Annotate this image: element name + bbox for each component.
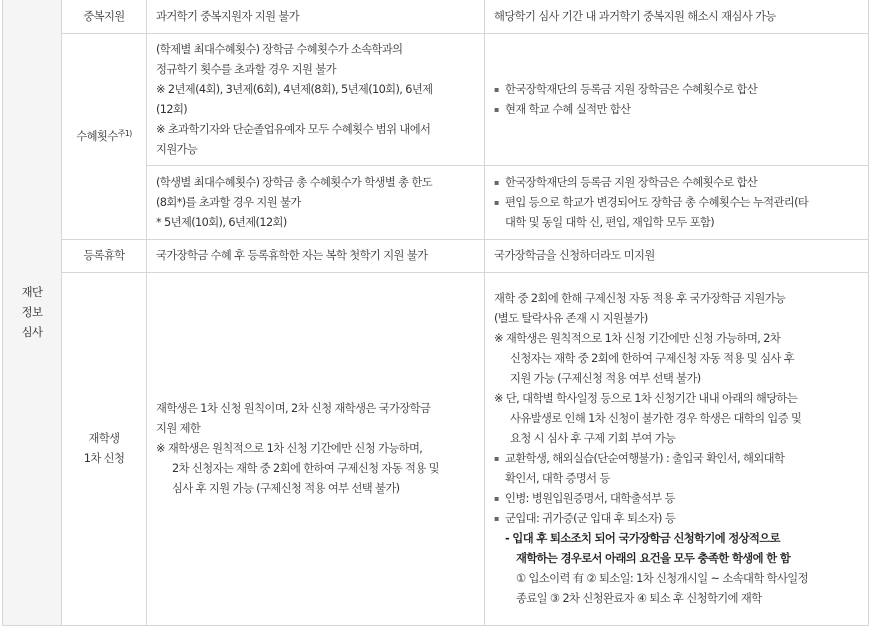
category-label-1: 재단 <box>21 285 43 299</box>
note-condition-line: 종료일 ③ 2차 신청완료자 ④ 퇴소 후 신청학기에 재학 <box>516 592 762 605</box>
criteria-line: ※ 2년제(4회), 3년제(6회), 4년제(8회), 5년제(10회), 6년제 <box>156 82 433 96</box>
criteria-note-line: 심사 후 지원 가능 (구제신청 적용 여부 선택 불가) <box>172 482 400 495</box>
criteria-line: ※ 초과학기자와 단순졸업유예자 모두 수혜횟수 범위 내에서 <box>156 122 431 136</box>
row-label-leave: 등록휴학 <box>62 240 147 273</box>
criteria-line: 지원 제한 <box>156 422 201 435</box>
note-dash-line: 재학하는 경우로서 아래의 요건을 모두 충족한 학생에 한 함 <box>516 552 791 565</box>
criteria-count-program <box>147 34 485 166</box>
note-first <box>485 273 869 626</box>
screening-criteria-table <box>2 0 869 626</box>
list-item <box>494 173 859 193</box>
category-label-3: 심사 <box>21 325 43 339</box>
criteria-line: (학생별 최대수혜횟수) 장학금 총 수혜횟수가 학생별 총 한도 <box>156 175 433 189</box>
row-label-count-text: 수혜횟수 <box>76 129 118 143</box>
criteria-note-line: 2차 신청자는 재학 중 2회에 한하여 구제신청 자동 적용 및 <box>172 462 439 475</box>
note-dash-line: - 입대 후 퇴소조치 되어 국가장학금 신청학기에 정상적으로 <box>505 532 780 545</box>
criteria-line: 지원가능 <box>156 142 198 156</box>
note-line: 사유발생로 인해 1차 신청이 불가한 경우 학생은 대학의 입증 및 <box>510 412 802 425</box>
criteria-line: (학제별 최대수혜횟수) 장학금 수혜횟수가 소속학과의 <box>156 42 403 56</box>
note-line: 지원 가능 (구제신청 적용 여부 선택 불가) <box>510 372 701 385</box>
list-item-line: ▪ 편입 등으로 학교가 변경되어도 장학금 총 수혜횟수는 누적관리(타 <box>505 195 809 209</box>
category-cell <box>3 0 62 626</box>
row-label-duplicate: 중복지원 <box>62 0 147 34</box>
list-item-line: ▪ 인병: 병원입원증명서, 대학출석부 등 <box>505 492 675 505</box>
note-duplicate: 해당학기 심사 기간 내 과거학기 중복지원 해소시 재심사 가능 <box>485 0 869 34</box>
list-item: ▪ 현재 학교 수혜 실적만 합산 <box>494 100 859 120</box>
criteria-line: 정규학기 횟수를 초과할 경우 지원 불가 <box>156 62 336 76</box>
row-label-count <box>62 34 147 240</box>
note-condition-line: ① 입소이력 有 ② 퇴소일: 1차 신청개시일 ~ 소속대학 학사일정 <box>516 572 808 585</box>
criteria-line: 재학생은 1차 신청 원칙이며, 2차 신청 재학생은 국가장학금 <box>156 402 431 415</box>
category-label-2: 정보 <box>21 305 43 319</box>
list-item-line: ▪ 교환학생, 해외실습(단순여행불가) : 출입국 확인서, 해외대학 <box>505 452 785 465</box>
list-item <box>494 489 859 509</box>
table-row <box>3 34 869 166</box>
criteria-line: * 5년제(10회), 6년제(12회) <box>156 215 287 229</box>
row-label-first-line: 재학생 <box>88 432 120 445</box>
criteria-line: (8회*)를 초과할 경우 지원 불가 <box>156 195 301 209</box>
note-line: (별도 탈락사유 존재 시 지원불가) <box>494 312 648 325</box>
note-leave: 국가장학금을 신청하더라도 미지원 <box>485 240 869 273</box>
list-item-line: ▪ 한국장학재단의 등록금 지원 장학금은 수혜횟수로 합산 <box>505 175 758 189</box>
row-label-first-line: 1차 신청 <box>83 452 125 465</box>
note-count-program <box>485 34 869 166</box>
note-line: 요청 시 심사 후 구제 기회 부여 가능 <box>510 432 676 445</box>
note-line: ※ 재학생은 원칙적으로 1차 신청 기간에만 신청 가능하며, 2차 <box>494 332 781 345</box>
list-item-line: ▪ 군입대: 귀가증(군 입대 후 퇴소자) 등 <box>505 512 676 525</box>
criteria-duplicate: 과거학기 중복지원자 지원 불가 <box>147 0 485 34</box>
criteria-first <box>147 273 485 626</box>
row-label-first <box>62 273 147 626</box>
criteria-leave: 국가장학금 수혜 후 등록휴학한 자는 복학 첫학기 지원 불가 <box>147 240 485 273</box>
criteria-count-student <box>147 166 485 240</box>
table-row <box>3 0 869 34</box>
criteria-note-line: ※ 재학생은 원칙적으로 1차 신청 기간에만 신청 가능하며, <box>156 442 423 455</box>
list-item <box>494 449 859 489</box>
criteria-line: (12회) <box>156 102 188 116</box>
list-item <box>494 509 859 529</box>
list-item: ▪ 한국장학재단의 등록금 지원 장학금은 수혜횟수로 합산 <box>494 80 859 100</box>
table-row <box>3 273 869 626</box>
list-item-line: 확인서, 대학 증명서 등 <box>505 472 610 485</box>
table-row <box>3 240 869 273</box>
note-line: ※ 단, 대학별 학사일정 등으로 1차 신청기간 내내 아래의 해당하는 <box>494 392 798 405</box>
note-count-student <box>485 166 869 240</box>
note-line: 재학 중 2회에 한해 구제신청 자동 적용 후 국가장학금 지원가능 <box>494 292 786 305</box>
note-line: 신청자는 재학 중 2회에 한하여 구제신청 자동 적용 및 심사 후 <box>510 352 795 365</box>
footnote-marker: 주1) <box>117 128 132 138</box>
list-item <box>494 193 859 233</box>
list-item-line: 대학 및 동일 대학 신, 편입, 재입학 모두 포함) <box>505 215 715 229</box>
